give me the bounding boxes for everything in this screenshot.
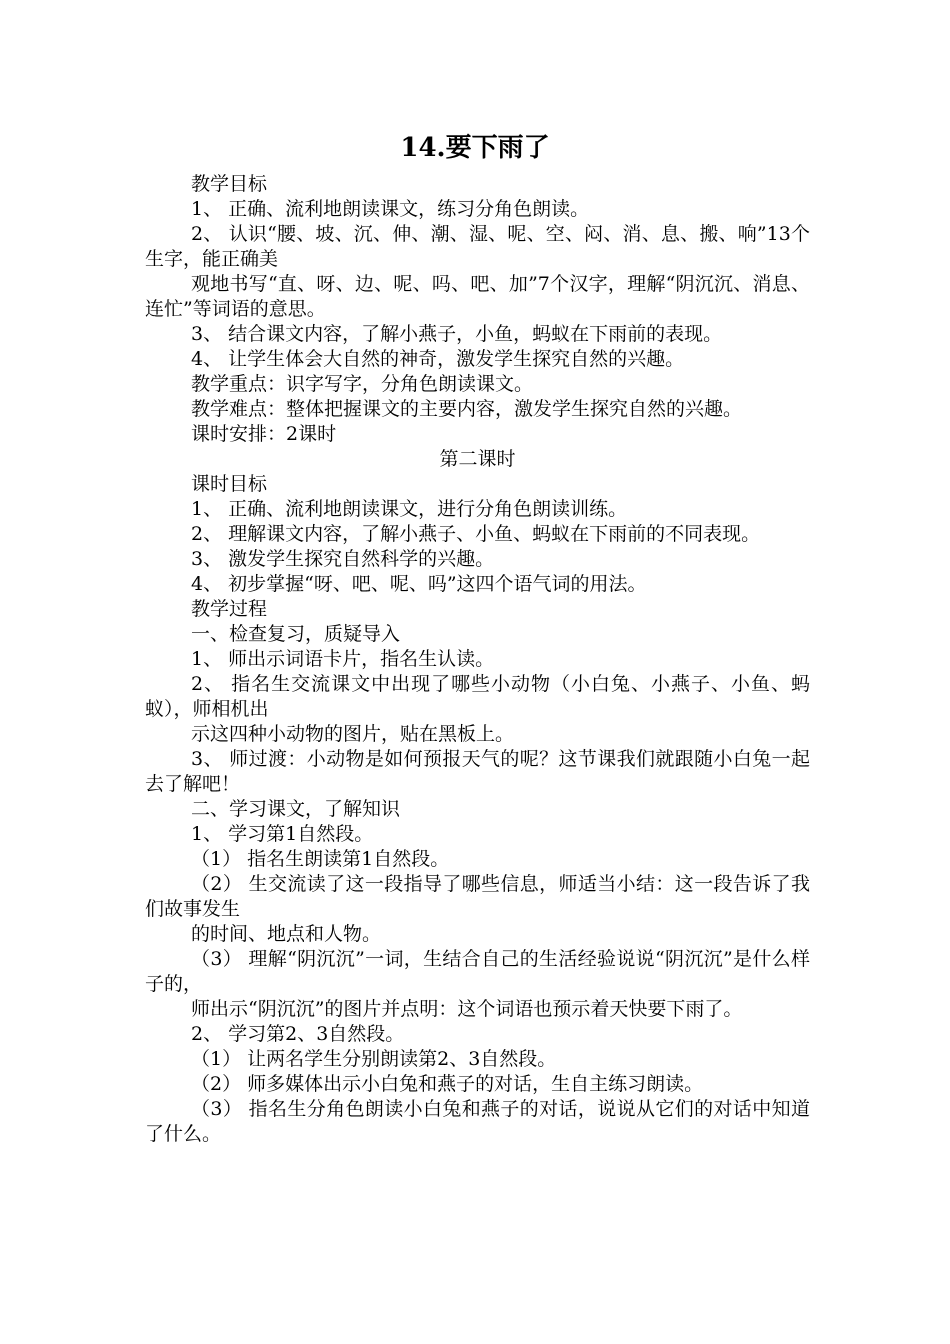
paragraph: （2） 师多媒体出示小白兔和燕子的对话，生自主练习朗读。 [191, 1073, 704, 1095]
paragraph: 2、 认识“腰、坡、沉、伸、潮、湿、呢、空、闷、消、息、搬、响”13个生字，能正确美 [145, 223, 810, 270]
paragraph: 2、 理解课文内容，了解小燕子、小鱼、蚂蚁在下雨前的不同表现。 [191, 523, 761, 545]
paragraph: 观地书写“直、呀、边、呢、吗、吧、加”7个汉字，理解“阴沉沉、消息、连忙”等词语的意思。 [145, 273, 810, 320]
paragraph: 3、 结合课文内容，了解小燕子，小鱼，蚂蚁在下雨前的表现。 [191, 323, 723, 345]
paragraph: 4、 初步掌握“呀、吧、呢、吗”这四个语气词的用法。 [191, 573, 647, 595]
paragraph: 课时安排：2课时 [191, 423, 337, 445]
paragraph: 教学重点：识字写字，分角色朗读课文。 [191, 373, 534, 395]
paragraph: （2） 生交流读了这一段指导了哪些信息，师适当小结：这一段告诉了我们故事发生 [145, 873, 810, 920]
paragraph: （3） 指名生分角色朗读小白兔和燕子的对话，说说从它们的对话中知道了什么。 [145, 1098, 810, 1145]
paragraph: （1） 让两名学生分别朗读第2、3自然段。 [191, 1048, 557, 1070]
paragraph: 3、 激发学生探究自然科学的兴趣。 [191, 548, 495, 570]
paragraph: （1） 指名生朗读第1自然段。 [191, 848, 450, 870]
paragraph: 1、 正确、流利地朗读课文，练习分角色朗读。 [191, 198, 590, 220]
paragraph: 教学难点：整体把握课文的主要内容，激发学生探究自然的兴趣。 [191, 398, 743, 420]
section-heading: 第二课时 [439, 448, 516, 470]
paragraph: 2、 学习第2、3自然段。 [191, 1023, 405, 1045]
paragraph: 二、学习课文，了解知识 [191, 798, 401, 820]
paragraph: 示这四种小动物的图片，贴在黑板上。 [191, 723, 515, 745]
paragraph: （3） 理解“阴沉沉”一词，生结合自己的生活经验说说“阴沉沉”是什么样子的， [145, 948, 810, 995]
paragraph: 一、检查复习，质疑导入 [191, 623, 401, 645]
paragraph: 2、 指名生交流课文中出现了哪些小动物（小白兔、小燕子、小鱼、蚂蚁），师相机出 [145, 673, 810, 720]
paragraph: 1、 学习第1自然段。 [191, 823, 374, 845]
paragraph: 1、 正确、流利地朗读课文，进行分角色朗读训练。 [191, 498, 628, 520]
paragraph: 教学过程 [191, 598, 268, 620]
paragraph: 教学目标 [191, 173, 268, 195]
document-title: 14.要下雨了 [400, 133, 550, 163]
paragraph: 课时目标 [191, 473, 268, 495]
document-body [145, 172, 810, 1147]
paragraph: 4、 让学生体会大自然的神奇，激发学生探究自然的兴趣。 [191, 348, 685, 370]
paragraph: 的时间、地点和人物。 [191, 923, 382, 945]
paragraph: 师出示“阴沉沉”的图片并点明：这个词语也预示着天快要下雨了。 [191, 998, 743, 1020]
paragraph: 3、 师过渡：小动物是如何预报天气的呢？这节课我们就跟随小白兔一起去了解吧！ [145, 748, 810, 795]
paragraph: 1、 师出示词语卡片，指名生认读。 [191, 648, 495, 670]
